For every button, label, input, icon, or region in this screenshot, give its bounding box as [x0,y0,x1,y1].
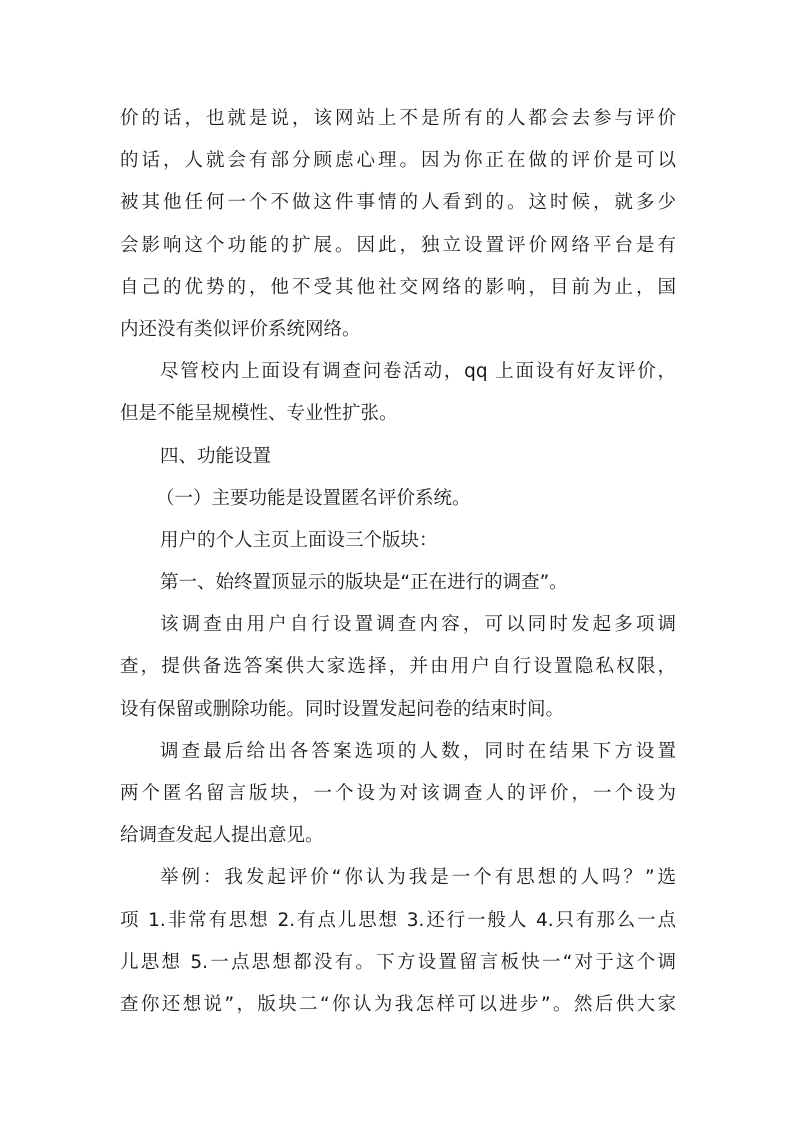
text-line: 第一、始终置顶显示的版块是“正在进行的调查”。 [160,572,568,594]
text-line: 但是不能呈规模性、专业性扩张。 [120,403,398,425]
text-line: 举例：我发起评价“你认为我是一个有思想的人吗？”选 [160,867,676,889]
text-line: 两个匿名留言版块，一个设为对该调查人的评价，一个设为 [120,783,676,804]
text-line: 内还没有类似评价系统网络。 [120,318,361,340]
text-line: 尽管校内上面设有调查问卷活动，qq 上面设有好友评价， [160,361,676,383]
text-line: 调查最后给出各答案选项的人数，同时在结果下方设置 [160,740,676,762]
text-line: 该调查由用户自行设置调查内容，可以同时发起多项调 [160,614,676,636]
section-heading: 四、功能设置 [160,445,272,467]
subsection-heading: （一）主要功能是设置匿名评价系统。 [156,487,471,509]
body-text [120,98,676,1026]
text-line: 用户的个人主页上面设三个版块： [160,529,438,551]
text-line: 设有保留或删除功能。同时设置发起问卷的结束时间。 [120,698,565,720]
text-line: 被其他任何一个不做这件事情的人看到的。这时候，就多少 [120,192,676,214]
text-line: 给调查发起人提出意见。 [120,825,324,847]
text-line: 的话，人就会有部分顾虑心理。因为你正在做的评价是可以 [120,150,676,172]
text-line: 项 1.非常有思想 2.有点儿思想 3.还行一般人 4.只有那么一点 [120,909,676,931]
text-line: 价的话，也就是说，该网站上不是所有的人都会去参与评价 [120,108,676,129]
text-line: 查你还想说”，版块二“你认为我怎样可以进步”。然后供大家 [120,993,676,1015]
text-line: 查，提供备选答案供大家选择，并由用户自行设置隐私权限， [120,656,676,678]
text-line: 儿思想 5.一点思想都没有。下方设置留言板快一“对于这个调 [120,951,676,973]
text-line: 会影响这个功能的扩展。因此，独立设置评价网络平台是有 [120,234,676,256]
text-line: 自己的优势的，他不受其他社交网络的影响，目前为止，国 [120,276,676,298]
